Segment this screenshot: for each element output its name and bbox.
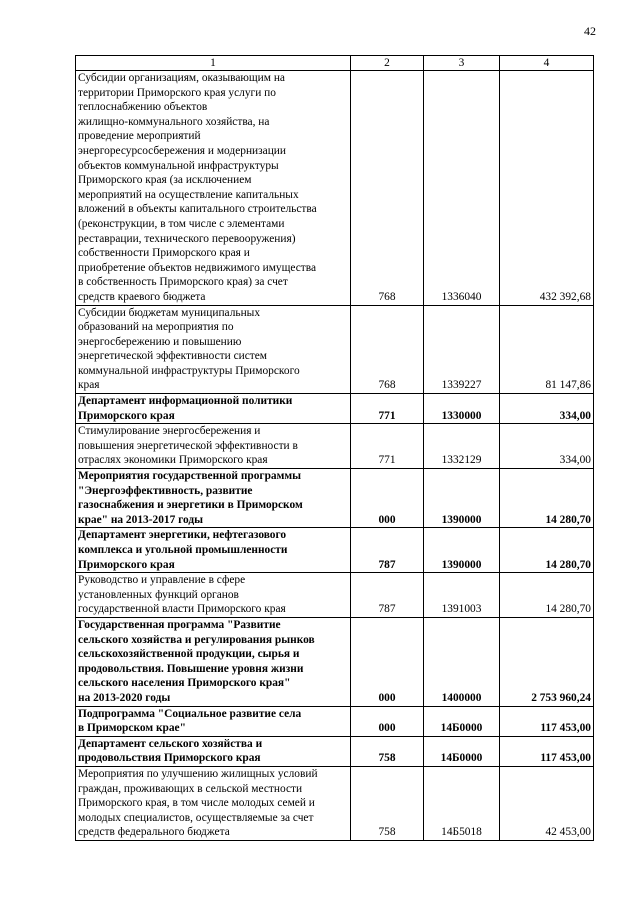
row-name-line: в Приморском крае" bbox=[78, 722, 186, 735]
table-row bbox=[76, 617, 594, 706]
table-row bbox=[76, 528, 594, 573]
row-name-line: крае" на 2013-2017 годы bbox=[78, 513, 204, 526]
amount-cell: 14 280,70 bbox=[500, 528, 594, 573]
row-name-line: Приморского края bbox=[78, 558, 175, 571]
row-name-line: проведение мероприятий bbox=[78, 130, 201, 143]
row-name-line: энергоресурсосбережения и модернизации bbox=[78, 144, 286, 157]
target-article-cell: 1332129 bbox=[424, 424, 500, 469]
table-row bbox=[76, 469, 594, 528]
target-article-cell: 1390000 bbox=[424, 469, 500, 528]
row-name-line: Субсидии организациям, оказывающим на bbox=[78, 72, 285, 84]
amount-cell: 14 280,70 bbox=[500, 469, 594, 528]
row-name-line: "Энергоэффективность, развитие bbox=[78, 484, 253, 497]
target-article-cell: 1336040 bbox=[424, 71, 500, 306]
target-article-cell: 1330000 bbox=[424, 394, 500, 424]
row-name-line: Государственная программа "Развитие bbox=[78, 618, 281, 631]
row-name-line: (реконструкции, в том числе с элементами bbox=[78, 217, 285, 230]
amount-cell: 14 280,70 bbox=[500, 573, 594, 618]
row-name-line: приобретение объектов недвижимого имущества bbox=[78, 261, 317, 274]
amount-cell: 117 453,00 bbox=[500, 706, 594, 736]
amount-cell: 334,00 bbox=[500, 394, 594, 424]
row-name-line: Субсидии бюджетам муниципальных bbox=[78, 306, 261, 319]
ministry-code-cell: 771 bbox=[351, 394, 424, 424]
amount-cell: 117 453,00 bbox=[500, 736, 594, 766]
row-name-line: собственности Приморского края и bbox=[78, 247, 250, 260]
ministry-code-cell: 771 bbox=[351, 424, 424, 469]
target-article-cell: 1390000 bbox=[424, 528, 500, 573]
row-name-line: сельского населения Приморского края" bbox=[78, 677, 291, 690]
row-name-line: Департамент информационной политики bbox=[78, 395, 293, 408]
column-header-4: 4 bbox=[500, 56, 594, 71]
row-name-line: отраслях экономики Приморского края bbox=[78, 454, 268, 467]
column-header-3: 3 bbox=[424, 56, 500, 71]
row-name-line: энергетической эффективности систем bbox=[78, 350, 268, 363]
row-name-line: комплекса и угольной промышленности bbox=[78, 544, 288, 556]
row-name-line: Мероприятия государственной программы bbox=[78, 470, 302, 483]
amount-cell: 42 453,00 bbox=[500, 766, 594, 840]
row-name-line: жилищно-коммунального хозяйства, на bbox=[78, 115, 270, 128]
row-name-line: Департамент сельского хозяйства и bbox=[78, 737, 263, 750]
ministry-code-cell: 768 bbox=[351, 71, 424, 306]
amount-cell: 334,00 bbox=[500, 424, 594, 469]
budget-table-body bbox=[76, 56, 594, 841]
row-name-line: объектов коммунальной инфраструктуры bbox=[78, 159, 279, 172]
row-name-line: вложений в объекты капитального строительства bbox=[78, 203, 317, 216]
page-number: 42 bbox=[584, 24, 596, 38]
row-name-line: края bbox=[78, 379, 100, 392]
row-name-line: средств федерального бюджета bbox=[78, 826, 230, 839]
target-article-cell: 14Б0000 bbox=[424, 706, 500, 736]
row-name-line: сельскохозяйственной продукции, сырья и bbox=[78, 648, 300, 661]
column-header-2: 2 bbox=[351, 56, 424, 71]
row-name-line: Приморского края bbox=[78, 409, 175, 422]
table-row bbox=[76, 706, 594, 736]
row-name-line: газоснабжения и энергетики в Приморском bbox=[78, 499, 303, 512]
row-name-line: установленных функций органов bbox=[78, 588, 239, 601]
row-name-line: граждан, проживающих в сельской местности bbox=[78, 782, 303, 795]
target-article-cell: 1391003 bbox=[424, 573, 500, 618]
target-article-cell: 1400000 bbox=[424, 617, 500, 706]
ministry-code-cell: 000 bbox=[351, 706, 424, 736]
row-name-line: Подпрограмма "Социальное развитие села bbox=[78, 707, 302, 720]
row-name-cell bbox=[76, 424, 351, 469]
row-name-line: энергосбережению и повышению bbox=[78, 335, 242, 348]
row-name-line: Приморского края, в том числе молодых семей и bbox=[78, 797, 315, 810]
amount-cell: 432 392,68 bbox=[500, 71, 594, 306]
ministry-code-cell: 768 bbox=[351, 305, 424, 394]
target-article-cell: 14Б5018 bbox=[424, 766, 500, 840]
table-row bbox=[76, 736, 594, 766]
ministry-code-cell: 000 bbox=[351, 469, 424, 528]
ministry-code-cell: 000 bbox=[351, 617, 424, 706]
budget-table bbox=[75, 55, 594, 841]
row-name-cell bbox=[76, 469, 351, 528]
ministry-code-cell: 758 bbox=[351, 736, 424, 766]
table-row bbox=[76, 394, 594, 424]
table-row bbox=[76, 573, 594, 618]
table-row bbox=[76, 766, 594, 840]
table-row bbox=[76, 424, 594, 469]
row-name-line: реставрации, технического перевооружения) bbox=[78, 232, 296, 245]
row-name-line: сельского хозяйства и регулирования рынков bbox=[78, 633, 315, 646]
row-name-line: средств краевого бюджета bbox=[78, 290, 206, 303]
row-name-line: Мероприятия по улучшению жилищных условий bbox=[78, 767, 318, 780]
row-name-line: Стимулирование энергосбережения и bbox=[78, 425, 261, 438]
table-header-row bbox=[76, 56, 594, 71]
row-name-cell bbox=[76, 617, 351, 706]
target-article-cell: 14Б0000 bbox=[424, 736, 500, 766]
target-article-cell: 1339227 bbox=[424, 305, 500, 394]
amount-cell: 2 753 960,24 bbox=[500, 617, 594, 706]
row-name-cell bbox=[76, 71, 351, 306]
row-name-cell bbox=[76, 528, 351, 573]
row-name-line: теплоснабжению объектов bbox=[78, 101, 208, 114]
row-name-cell bbox=[76, 706, 351, 736]
table-row bbox=[76, 305, 594, 394]
row-name-line: продовольствия. Повышение уровня жизни bbox=[78, 662, 304, 675]
table-row bbox=[76, 71, 594, 306]
row-name-cell bbox=[76, 766, 351, 840]
row-name-line: в собственность Приморского края) за счет bbox=[78, 276, 288, 289]
row-name-line: продовольствия Приморского края bbox=[78, 752, 261, 765]
row-name-line: Руководство и управление в сфере bbox=[78, 574, 246, 587]
row-name-line: образований на мероприятия по bbox=[78, 321, 234, 334]
column-header-1: 1 bbox=[76, 56, 351, 71]
row-name-line: на 2013-2020 годы bbox=[78, 691, 171, 704]
ministry-code-cell: 758 bbox=[351, 766, 424, 840]
row-name-line: территории Приморского края услуги по bbox=[78, 86, 276, 99]
row-name-line: молодых специалистов, осуществляемые за счет bbox=[78, 811, 314, 824]
ministry-code-cell: 787 bbox=[351, 573, 424, 618]
row-name-line: Приморского края (за исключением bbox=[78, 174, 252, 187]
amount-cell: 81 147,86 bbox=[500, 305, 594, 394]
row-name-line: повышения энергетической эффективности в bbox=[78, 439, 298, 452]
row-name-cell bbox=[76, 736, 351, 766]
row-name-cell bbox=[76, 573, 351, 618]
row-name-line: Департамент энергетики, нефтегазового bbox=[78, 529, 287, 542]
row-name-cell bbox=[76, 394, 351, 424]
row-name-line: государственной власти Приморского края bbox=[78, 603, 286, 616]
row-name-line: коммунальной инфраструктуры Приморского bbox=[78, 364, 300, 377]
ministry-code-cell: 787 bbox=[351, 528, 424, 573]
row-name-line: мероприятий на осуществление капитальных bbox=[78, 188, 299, 201]
row-name-cell bbox=[76, 305, 351, 394]
